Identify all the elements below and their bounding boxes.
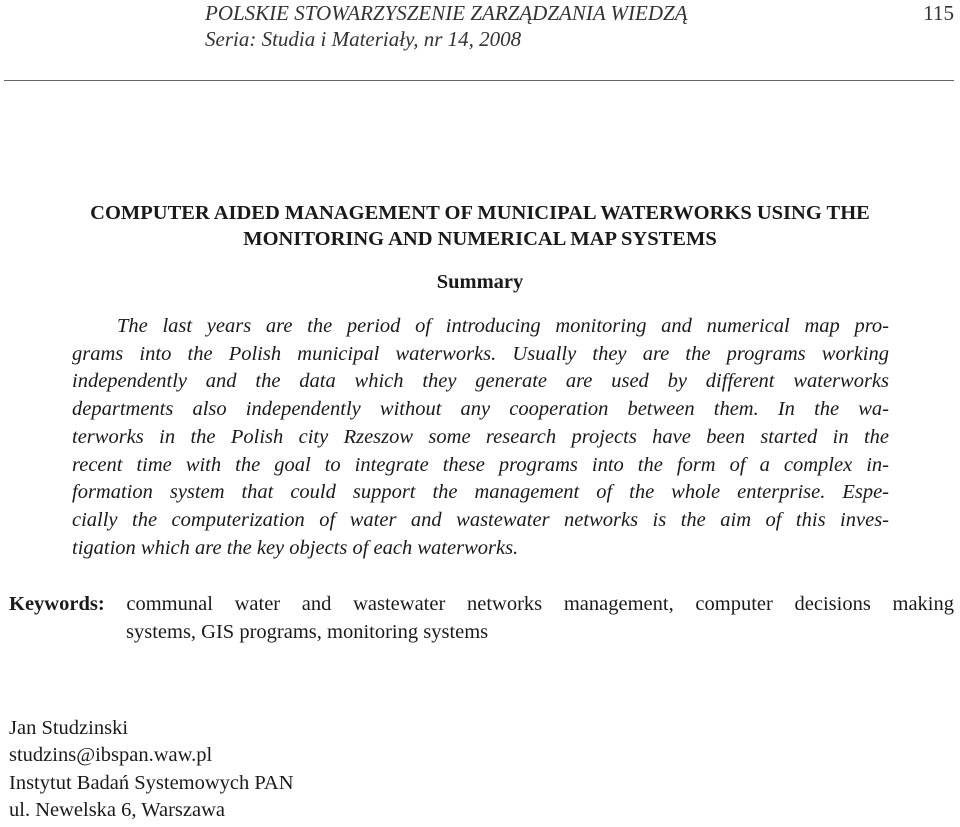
keywords-line-1 [9, 590, 954, 618]
summary-line: The last years are the period of introducing monitoring and numerical map pro- [117, 315, 889, 337]
summary-line: grams into the Polish municipal waterworks. Usually they are the programs working [72, 342, 889, 365]
author-info [9, 715, 294, 825]
society-name: POLSKIE STOWARZYSZENIE ZARZĄDZANIA WIEDZĄ [205, 1, 688, 25]
summary-text [72, 313, 889, 562]
summary-line: tigation which are the key objects of each waterworks. [72, 536, 519, 559]
author-email: studzins@ibspan.waw.pl [9, 744, 213, 767]
keywords-label: Keywords: [9, 593, 105, 615]
author-institute: Instytut Badań Systemowych PAN [9, 771, 294, 794]
author-address: ul. Newelska 6, Warszawa [9, 799, 225, 822]
keywords-block [9, 590, 954, 646]
summary-line: cially the computerization of water and wastewater networks is the aim of this inves- [72, 508, 889, 531]
keywords-text-2: systems, GIS programs, monitoring systems [126, 621, 489, 643]
keywords-text-1: communal water and wastewater networks management, computer decisions making [126, 593, 954, 615]
title-line-2: MONITORING AND NUMERICAL MAP SYSTEMS [243, 228, 717, 250]
title-line-1: COMPUTER AIDED MANAGEMENT OF MUNICIPAL WATERWORKS USING THE [90, 202, 870, 224]
summary-line: terworks in the Polish city Rzeszow some research projects have been started in the [72, 425, 889, 448]
page-number: 115 [923, 1, 954, 25]
summary-line: independently and the data which they generate are used by different waterworks [72, 370, 889, 393]
author-name: Jan Studzinski [9, 717, 129, 739]
header-divider [4, 80, 954, 81]
paper-title [0, 200, 960, 252]
summary-line: formation system that could support the management of the whole enterprise. Espe- [72, 481, 889, 504]
running-header [205, 0, 688, 52]
summary-line: recent time with the goal to integrate these programs into the form of a complex in- [72, 453, 889, 476]
summary-heading: Summary [436, 271, 524, 293]
summary-line: departments also independently without any cooperation between them. In the wa- [72, 398, 889, 421]
series-info: Seria: Studia i Materiały, nr 14, 2008 [205, 27, 522, 51]
